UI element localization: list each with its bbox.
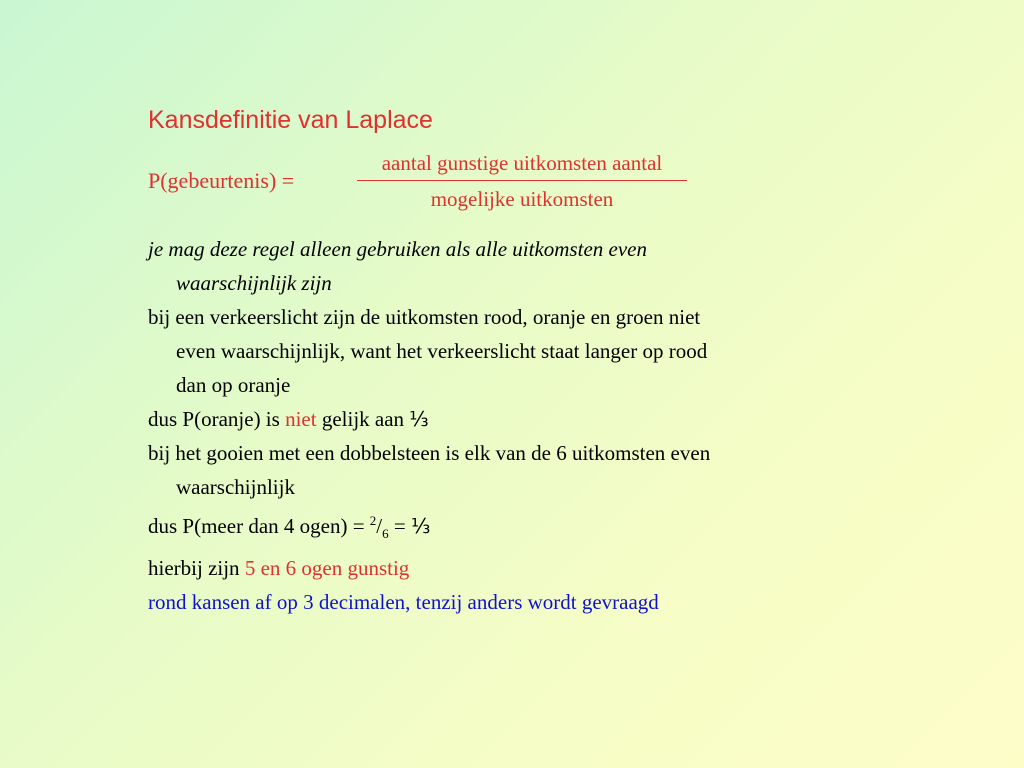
body-text [148, 232, 868, 619]
fraction-numerator: aantal gunstige uitkomsten aantal [381, 151, 663, 175]
text-line: even waarschijnlijk, want het verkeerslicht staat langer op rood [176, 339, 708, 363]
text-line: dan op oranje [176, 373, 291, 397]
text-line [148, 504, 868, 551]
formula-fraction [357, 150, 687, 212]
text-line: waarschijnlijk [176, 475, 295, 499]
highlight-niet: niet [285, 407, 317, 431]
fraction-denominator: mogelijke uitkomsten [430, 187, 614, 211]
fraction-sub: 6 [382, 526, 389, 542]
slide-title: Kansdefinitie van Laplace [148, 106, 433, 134]
one-third-symbol: ⅓ [409, 407, 429, 431]
fraction-sup: 2 [369, 513, 377, 528]
fraction-line [357, 180, 687, 181]
formula-lhs: P(gebeurtenis) = [148, 168, 295, 193]
text-fragment: dus P(oranje) is [148, 407, 286, 431]
text-fragment: dus P(meer dan 4 ogen) = [148, 514, 370, 538]
text-line: waarschijnlijk zijn [176, 271, 332, 295]
text-line: bij een verkeerslicht zijn de uitkomsten rood, oranje en groen niet [148, 305, 701, 329]
text-fragment: gelijk aan [316, 407, 410, 431]
text-line [148, 402, 868, 436]
highlight-gunstig: 5 en 6 ogen gunstig [244, 556, 410, 581]
one-third-symbol: ⅓ [410, 514, 431, 538]
text-line: rond kansen af op 3 decimalen, tenzij anders wordt gevraagd [148, 590, 659, 615]
text-line [148, 551, 868, 585]
text-line: je mag deze regel alleen gebruiken als alle uitkomsten even [148, 237, 647, 261]
text-line: bij het gooien met een dobbelsteen is elk van de 6 uitkomsten even [148, 441, 711, 465]
fraction-slash: / [376, 514, 383, 538]
text-fragment: = [388, 514, 411, 538]
text-fragment: hierbij zijn [148, 556, 245, 581]
